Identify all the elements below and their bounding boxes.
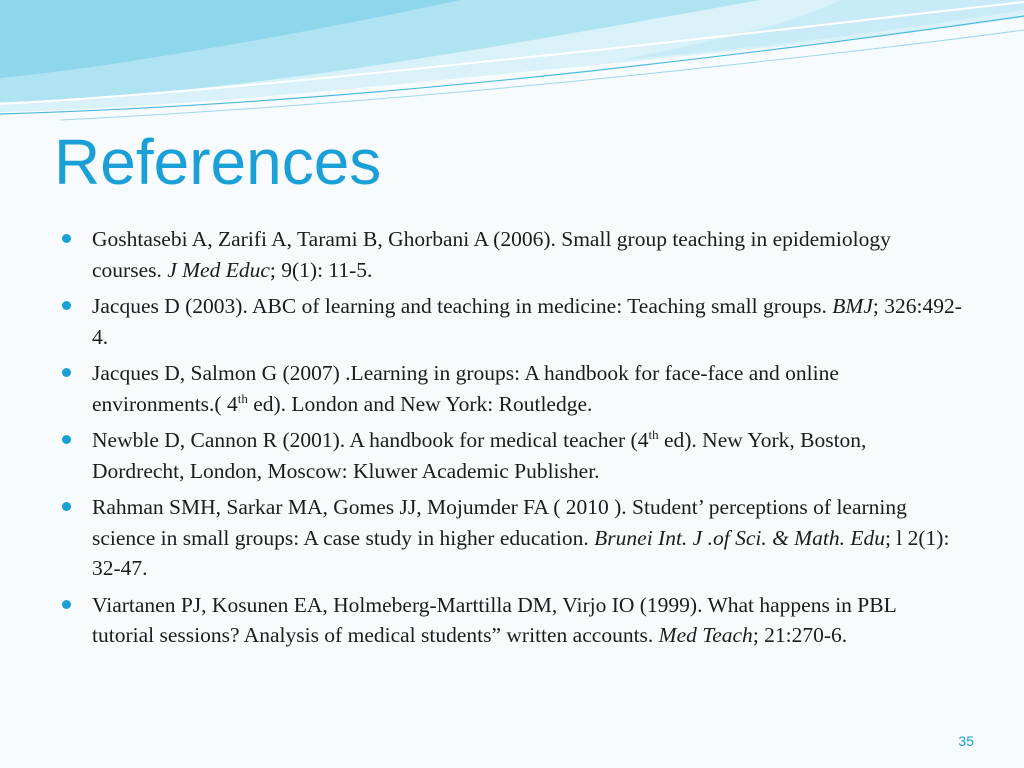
reference-text: Goshtasebi A, Zarifi A, Tarami B, Ghorbani A (2006). Small group teaching in epidemiology courses. — [92, 227, 891, 282]
reference-citation: ; 9(1): 11-5. — [269, 257, 373, 282]
edition-superscript: th — [237, 390, 248, 406]
bullet-icon — [62, 435, 71, 444]
references-list — [62, 224, 962, 657]
reference-citation: ; 326:492-4. — [92, 294, 962, 349]
bullet-icon — [62, 368, 71, 377]
reference-item — [62, 291, 962, 352]
reference-text: Jacques D (2003). ABC of learning and teaching in medicine: Teaching small groups. — [92, 294, 833, 318]
reference-text: Jacques D, Salmon G (2007) .Learning in groups: A handbook for face-face and online environments.( 4 — [92, 361, 839, 416]
reference-item — [62, 358, 962, 419]
journal-name: Brunei Int. J .of Sci. & Math. Edu — [594, 525, 885, 550]
bullet-icon — [62, 502, 71, 511]
journal-name: Med Teach — [658, 623, 753, 647]
reference-item — [62, 425, 962, 486]
reference-citation: ed). London and New York: Routledge. — [247, 391, 593, 416]
reference-text: Rahman SMH, Sarkar MA, Gomes JJ, Mojumder FA ( 2010 ). Student’ perceptions of learning science in small groups: A case study in higher education. — [92, 495, 907, 550]
journal-name: J Med Educ — [167, 257, 270, 282]
reference-item — [62, 224, 962, 285]
reference-text: Viartanen PJ, Kosunen EA, Holmeberg-Marttilla DM, Virjo IO (1999). What happens in PBL tutorial sessions? Analysis of medical students” written accounts. — [92, 592, 896, 647]
bullet-icon — [62, 234, 71, 243]
reference-item — [62, 492, 962, 584]
slide-number: 35 — [958, 733, 974, 749]
bullet-icon — [62, 301, 71, 310]
edition-superscript: th — [648, 426, 659, 442]
reference-item — [62, 590, 962, 651]
reference-citation: ; 21:270-6. — [752, 623, 848, 647]
reference-citation: ed). New York, Boston, Dordrecht, London, Moscow: Kluwer Academic Publisher. — [92, 428, 867, 483]
journal-name: BMJ — [832, 294, 873, 318]
reference-text: Newble D, Cannon R (2001). A handbook for medical teacher (4 — [92, 428, 649, 452]
reference-citation: ; l 2(1): 32-47. — [92, 525, 950, 580]
header-wave-decoration — [0, 0, 1024, 130]
bullet-icon — [62, 600, 71, 609]
slide-title: References — [54, 126, 382, 198]
